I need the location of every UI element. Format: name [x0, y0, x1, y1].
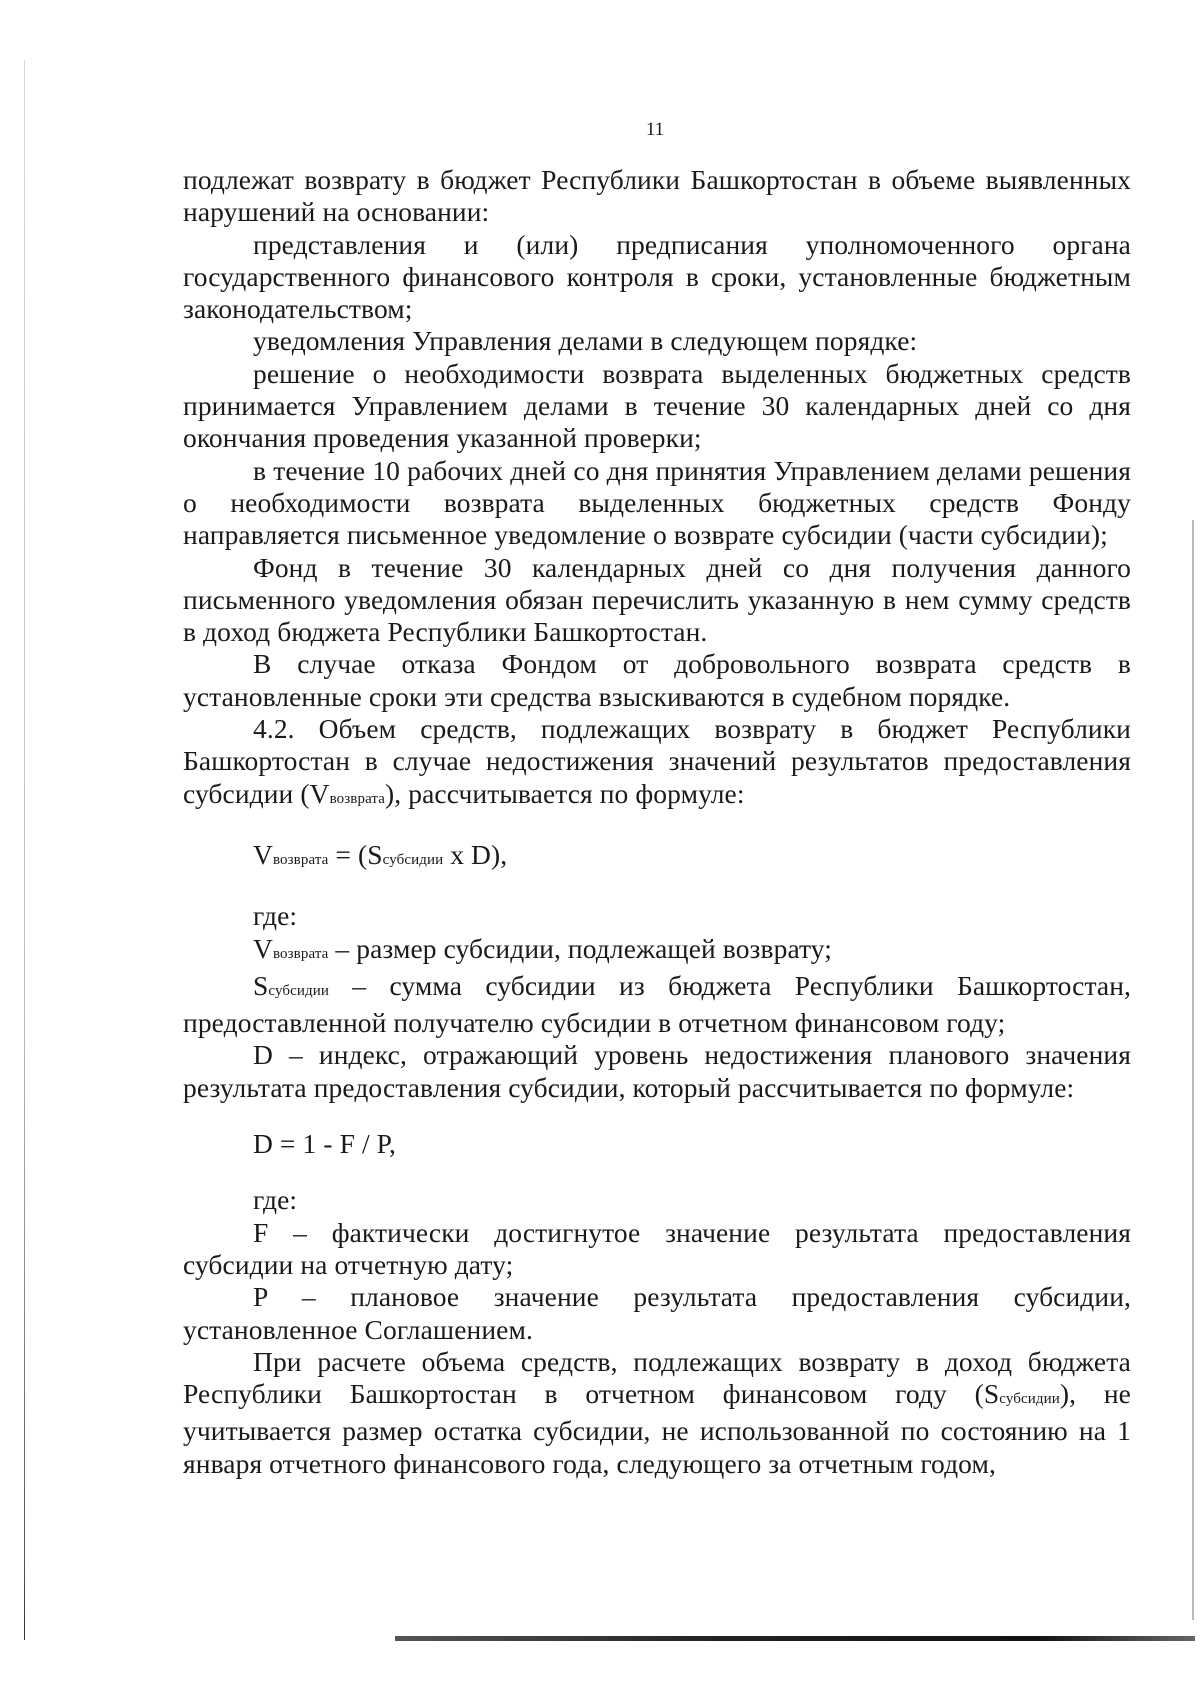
paragraph-final-start: При расчете объема средств, подлежащих возврату в доход бюджета Республики Башкортостан в отчетном финансовом году (S — [183, 1345, 1131, 1410]
definition-v-symbol: V — [253, 932, 273, 964]
formula1-v: V — [253, 838, 273, 870]
formula1-v-subscript: возврата — [272, 851, 329, 868]
paragraph-final — [183, 1346, 1131, 1480]
paragraph-final-end: ), не учитывается размер остатка субсидии, не использованной по состоянию на 1 января отчетного финансового года, следующего за отчетным годом, — [183, 1378, 1131, 1479]
paragraph-notification: уведомления Управления делами в следующем порядке: — [253, 325, 918, 357]
paragraph-final-subscript: субсидии — [999, 1391, 1060, 1408]
paragraph-refusal: В случае отказа Фондом от добровольного возврата средств в установленные сроки эти средства взыскиваются в судебном порядке. — [183, 648, 1131, 712]
paragraph-decision: решение о необходимости возврата выделенных бюджетных средств принимается Управлением делами в течение 30 календарных дней со дня окончания проведения указанной проверки; — [183, 357, 1131, 454]
paragraph-4-2-end: ), рассчитывается по формуле: — [385, 777, 745, 809]
paragraph-4-2-subscript: возврата — [329, 790, 386, 807]
paragraph-returns: подлежат возврату в бюджет Республики Башкортостан в объеме выявленных нарушений на основании: — [183, 164, 1131, 228]
page-number: 11 — [645, 119, 665, 140]
document-body — [183, 164, 1131, 1480]
definition-d-index: D – индекс, отражающий уровень недостижения планового значения результата предоставления субсидии, который рассчитывается по формуле: — [183, 1039, 1131, 1103]
formula1-mid: = (S — [328, 838, 383, 870]
where-label-2: где: — [253, 1184, 298, 1216]
formula-v-return — [183, 839, 1131, 876]
paragraph-fund-transfer: Фонд в течение 30 календарных дней со дня получения данного письменного уведомления обязан перечислить указанную в нем сумму средств в доход бюджета Республики Башкортостан. — [183, 551, 1131, 648]
scan-bottom-bar — [395, 1636, 1195, 1641]
scan-right-edge — [1192, 520, 1194, 1620]
definition-p-planned: P – плановое значение результата предоставления субсидии, установленное Соглашением. — [183, 1281, 1131, 1345]
paragraph-4-2-start: 4.2. Объем средств, подлежащих возврату в бюджет Республики Башкортостан в случае недостижения значений результатов предоставления субсидии (V — [183, 713, 1131, 809]
definition-s-symbol: S — [253, 969, 269, 1001]
paragraph-ten-days: в течение 10 рабочих дней со дня принятия Управлением делами решения о необходимости возврата выделенных бюджетных средств Фонду направляется письменное уведомление о возврате субсидии (части субсидии); — [183, 454, 1131, 551]
definition-v-return — [183, 933, 1131, 970]
paragraph-4-2 — [183, 713, 1131, 815]
definition-s-subscript: субсидии — [268, 982, 329, 999]
formula1-end: x D), — [443, 838, 508, 870]
definition-v-subscript: возврата — [272, 945, 329, 962]
where-label-1: где: — [253, 900, 298, 932]
definition-v-text: – размер субсидии, подлежащей возврату; — [328, 932, 833, 964]
definition-f-actual: F – фактически достигнутое значение результата предоставления субсидии на отчетную дату; — [183, 1216, 1131, 1280]
definition-s-subsidy — [183, 970, 1131, 1040]
definition-s-text: – сумма субсидии из бюджета Республики Башкортостан, предоставленной получателю субсидии в отчетном финансовом году; — [183, 969, 1131, 1039]
formula1-s-subscript: субсидии — [382, 851, 444, 868]
scan-left-edge — [24, 60, 25, 1640]
paragraph-representation: представления и (или) предписания уполномоченного органа государственного финансового контроля в сроки, установленные бюджетным законодательством; — [183, 228, 1131, 325]
formula-d-index: D = 1 - F / P, — [253, 1128, 396, 1160]
